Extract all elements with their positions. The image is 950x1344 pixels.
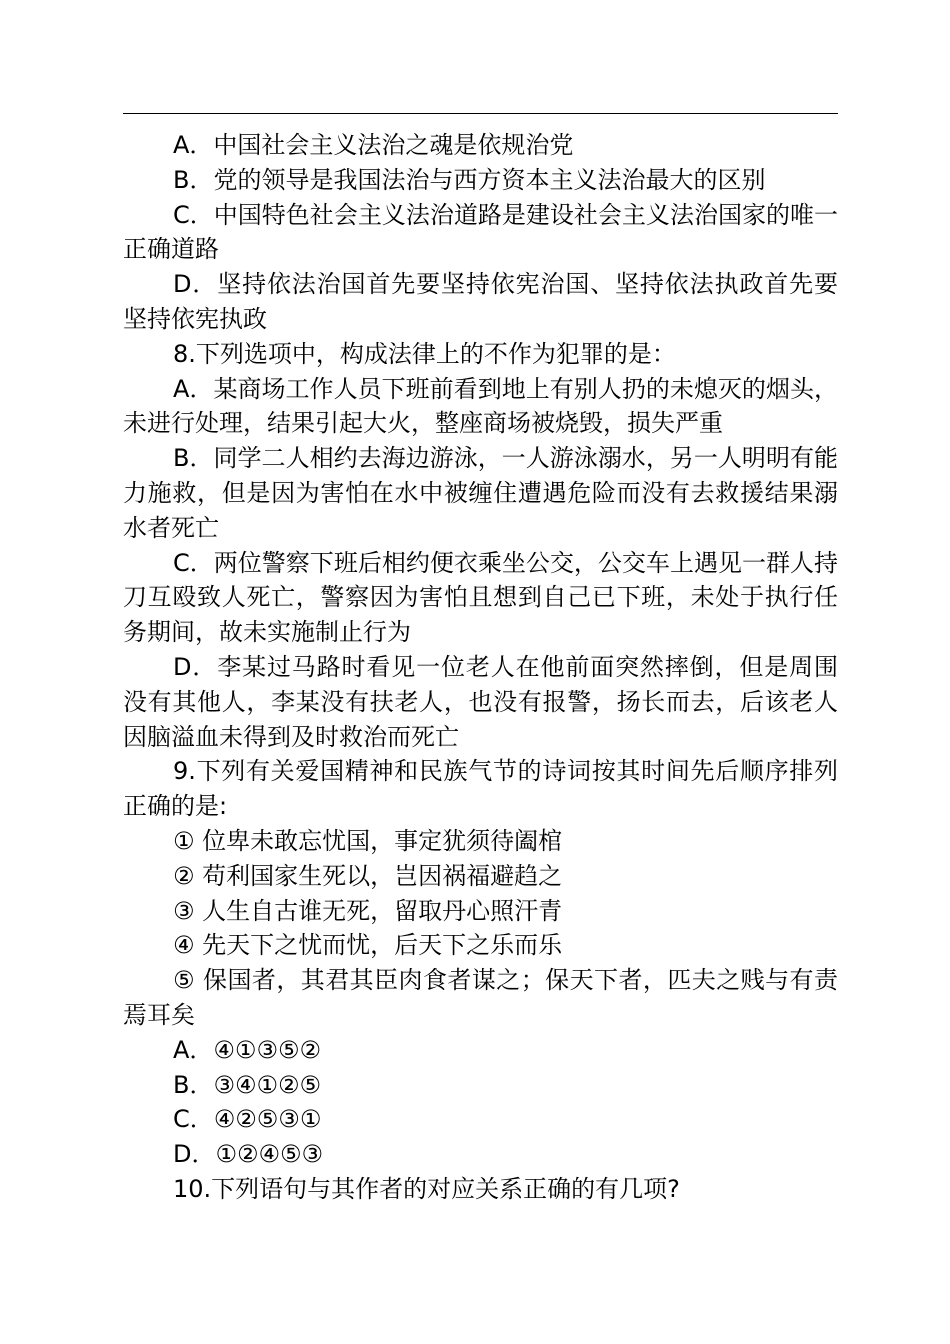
q8-option-d: D．李某过马路时看见一位老人在他前面突然摔倒，但是周围没有其他人，李某没有扶老人，也没有报警，扬长而去，后该老人因脑溢血未得到及时救治而死亡 — [123, 652, 838, 751]
q7-option-b: B．党的领导是我国法治与西方资本主义法治最大的区别 — [173, 165, 766, 194]
q7-option-d: D．坚持依法治国首先要坚持依宪治国、坚持依法执政首先要坚持依宪执政 — [123, 270, 838, 333]
q9-poem-5: ⑤ 保国者，其君其臣肉食者谋之；保天下者，匹夫之贱与有责焉耳矣 — [123, 966, 838, 1029]
q9-stem: 9.下列有关爱国精神和民族气节的诗词按其时间先后顺序排列正确的是: — [123, 757, 838, 821]
q8-option-c: C．两位警察下班后相约便衣乘坐公交，公交车上遇见一群人持刀互殴致人死亡，警察因为害怕且想到自己已下班，未处于执行任务期间，故未实施制止行为 — [123, 548, 838, 647]
q7-option-a: A．中国社会主义法治之魂是依规治党 — [173, 131, 574, 159]
header-rule — [123, 113, 838, 114]
q8-stem: 8.下列选项中，构成法律上的不作为犯罪的是： — [173, 339, 676, 368]
q9-poem-3: ③ 人生自古谁无死，留取丹心照汗青 — [173, 896, 563, 925]
document-body — [123, 128, 838, 1207]
q9-option-c: C．④②⑤③① — [173, 1105, 322, 1134]
q9-option-b: B．③④①②⑤ — [173, 1070, 322, 1099]
q9-poem-1: ① 位卑未敢忘忧国，事定犹须待阖棺 — [173, 826, 563, 855]
q9-option-d: D．①②④⑤③ — [173, 1140, 324, 1169]
q8-option-a: A．某商场工作人员下班前看到地上有别人扔的未熄灭的烟头，未进行处理，结果引起大火，整座商场被烧毁，损失严重 — [123, 374, 838, 438]
q10-stem: 10.下列语句与其作者的对应关系正确的有几项? — [173, 1174, 680, 1203]
q9-poem-2: ② 苟利国家生死以，岂因祸福避趋之 — [173, 861, 563, 890]
q9-option-a: A．④①③⑤② — [173, 1035, 321, 1064]
q8-option-b: B．同学二人相约去海边游泳，一人游泳溺水，另一人明明有能力施救，但是因为害怕在水中被缠住遭遇危险而没有去救援结果溺水者死亡 — [123, 444, 838, 542]
q9-poem-4: ④ 先天下之忧而忧，后天下之乐而乐 — [173, 931, 563, 960]
q7-option-c: C．中国特色社会主义法治道路是建设社会主义法治国家的唯一正确道路 — [123, 200, 838, 264]
